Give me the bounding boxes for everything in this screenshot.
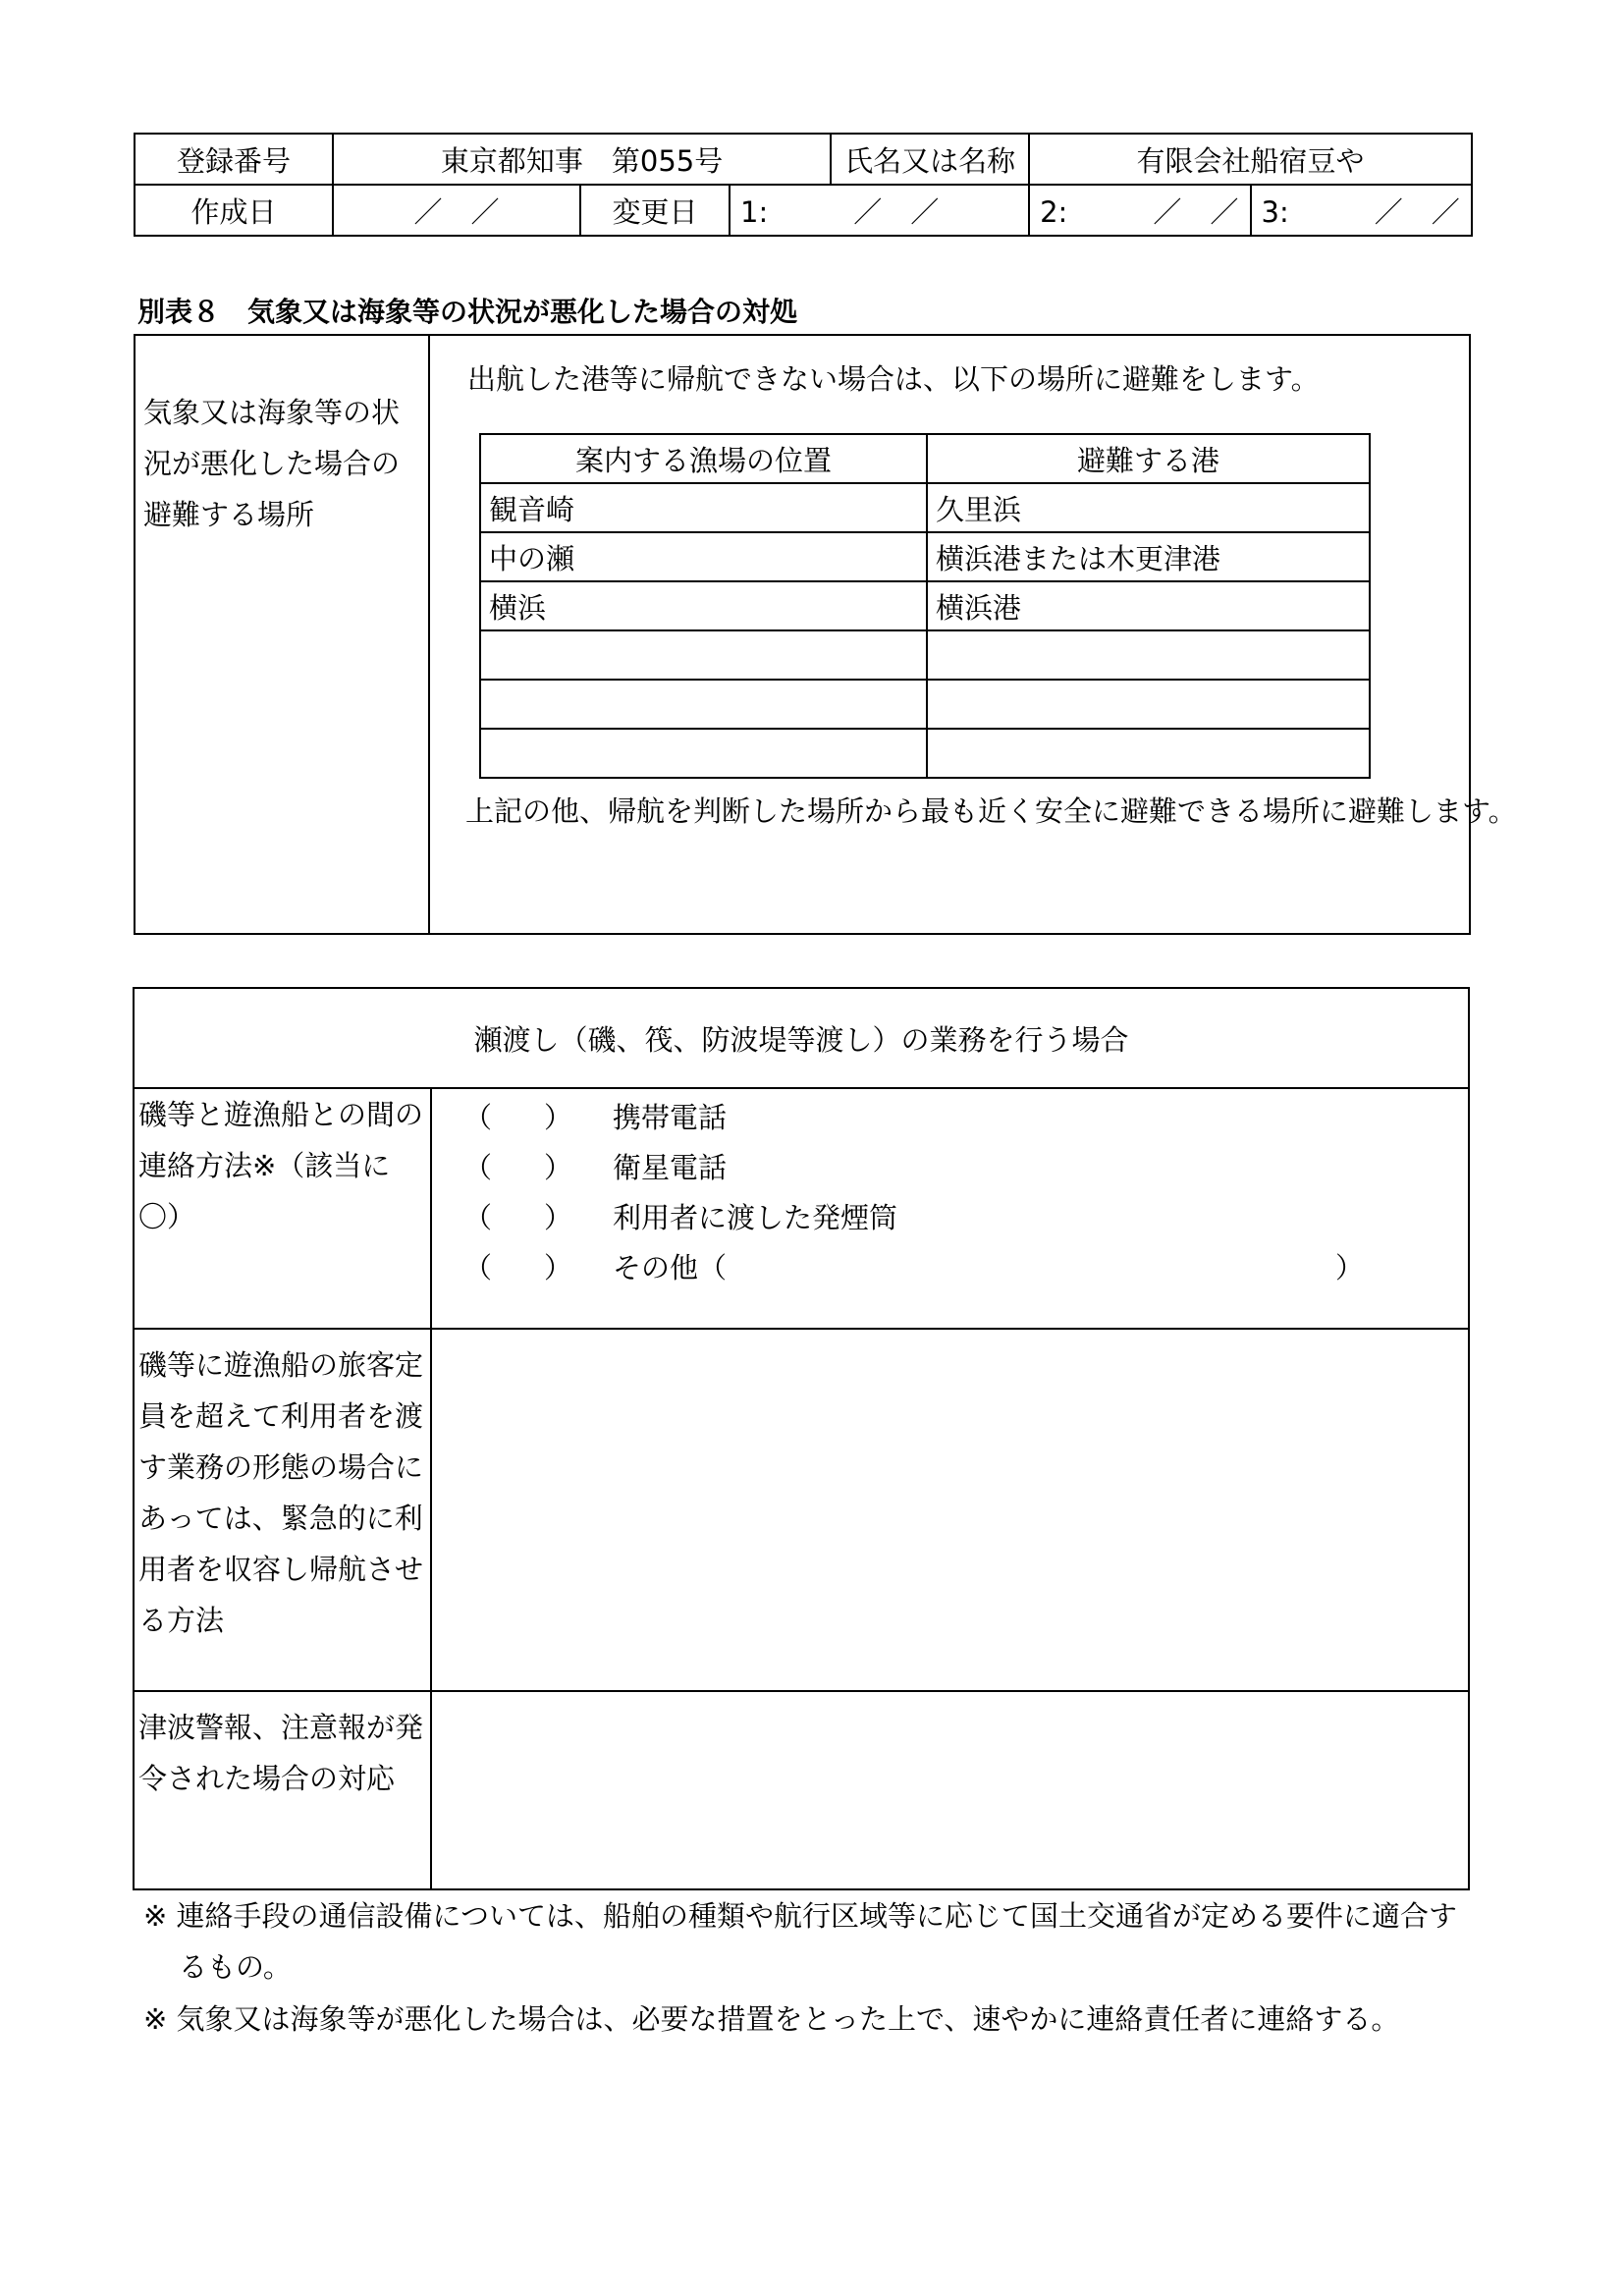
change-date-3 — [1251, 185, 1472, 236]
option-paren-open: （ — [463, 1151, 493, 1184]
change-date-2-text: 2: ／ ／ — [1040, 194, 1239, 229]
tsunami-response-value — [431, 1691, 1469, 1889]
table-row — [480, 680, 1370, 729]
refuge-location-cell: 横浜 — [480, 581, 927, 630]
refuge-port-cell: 横浜港 — [927, 581, 1370, 630]
section-title: 別表８ 気象又は海象等の状況が悪化した場合の対処 — [137, 296, 798, 328]
option-label: 携帯電話 — [613, 1101, 728, 1134]
changed-date-label: 変更日 — [580, 185, 730, 236]
option-paren-open: （ — [463, 1201, 493, 1234]
registration-number-value: 東京都知事 第055号 — [333, 134, 831, 185]
refuge-port-table — [479, 433, 1371, 779]
capacity-method-value — [431, 1329, 1469, 1691]
contact-method-label: 磯等と遊漁船との間の連絡方法※（該当に〇） — [134, 1088, 431, 1329]
table-row — [480, 729, 1370, 778]
registration-table — [134, 133, 1473, 237]
created-date-label: 作成日 — [135, 185, 333, 236]
refuge-table-header-location: 案内する漁場の位置 — [480, 434, 927, 483]
option-paren-open: （ — [463, 1101, 493, 1134]
option-paren-close: ） — [544, 1151, 573, 1184]
capacity-method-label: 磯等に遊漁船の旅客定員を超えて利用者を渡す業務の形態の場合にあっては、緊急的に利用者を収容し帰航させる方法 — [134, 1329, 431, 1691]
refuge-location-cell: 観音崎 — [480, 483, 927, 532]
option-label: その他（ — [613, 1251, 728, 1285]
change-date-2 — [1029, 185, 1250, 236]
refuge-location-cell — [480, 630, 927, 680]
weather-intro: 出航した港等に帰航できない場合は、以下の場所に避難をします。 — [467, 362, 1320, 396]
registration-number-label: 登録番号 — [135, 134, 333, 185]
contact-option-satellite — [463, 1143, 1468, 1193]
footnote-1: ※ 連絡手段の通信設備については、船舶の種類や航行区域等に応じて国土交通省が定める要件に適合するもの。 — [143, 1899, 1457, 1984]
refuge-port-cell: 久里浜 — [927, 483, 1370, 532]
table-row — [480, 483, 1370, 532]
change-date-1-text: 1: ／ ／ — [740, 194, 940, 229]
refuge-port-cell — [927, 680, 1370, 729]
option-paren-close: ） — [544, 1251, 573, 1285]
transfer-title: 瀬渡し（磯、筏、防波堤等渡し）の業務を行う場合 — [134, 988, 1469, 1088]
option-paren-open: （ — [463, 1251, 493, 1285]
table-row — [480, 532, 1370, 581]
other-close-paren: ） — [1335, 1251, 1365, 1285]
refuge-location-cell: 中の瀬 — [480, 532, 927, 581]
footnote-2: ※ 気象又は海象等が悪化した場合は、必要な措置をとった上で、速やかに連絡責任者に連絡する。 — [143, 2002, 1400, 2036]
tsunami-response-label: 津波警報、注意報が発令された場合の対応 — [134, 1691, 431, 1889]
table-row — [480, 581, 1370, 630]
contact-option-mobile — [463, 1093, 1468, 1143]
refuge-table-header-port: 避難する港 — [927, 434, 1370, 483]
table-row — [480, 630, 1370, 680]
option-paren-close: ） — [544, 1201, 573, 1234]
option-label: 衛星電話 — [613, 1151, 728, 1184]
weather-divider — [428, 336, 430, 933]
weather-note: 上記の他、帰航を判断した場所から最も近く安全に避難できる場所に避難します。 — [465, 794, 1517, 828]
change-date-1 — [730, 185, 1029, 236]
option-label: 利用者に渡した発煙筒 — [613, 1201, 898, 1234]
option-paren-close: ） — [544, 1101, 573, 1134]
transfer-table — [133, 987, 1470, 1890]
name-value: 有限会社船宿豆や — [1029, 134, 1472, 185]
refuge-location-cell — [480, 680, 927, 729]
weather-label: 気象又は海象等の状況が悪化した場合の避難する場所 — [143, 396, 401, 531]
name-label: 氏名又は名称 — [831, 134, 1029, 185]
refuge-location-cell — [480, 729, 927, 778]
created-date-value: ／ ／ — [333, 185, 580, 236]
change-date-3-text: 3: ／ ／ — [1261, 194, 1460, 229]
refuge-port-cell: 横浜港または木更津港 — [927, 532, 1370, 581]
contact-option-flare — [463, 1193, 1468, 1243]
refuge-port-cell — [927, 729, 1370, 778]
contact-method-options — [431, 1088, 1469, 1329]
refuge-port-cell — [927, 630, 1370, 680]
contact-option-other — [463, 1243, 1468, 1293]
